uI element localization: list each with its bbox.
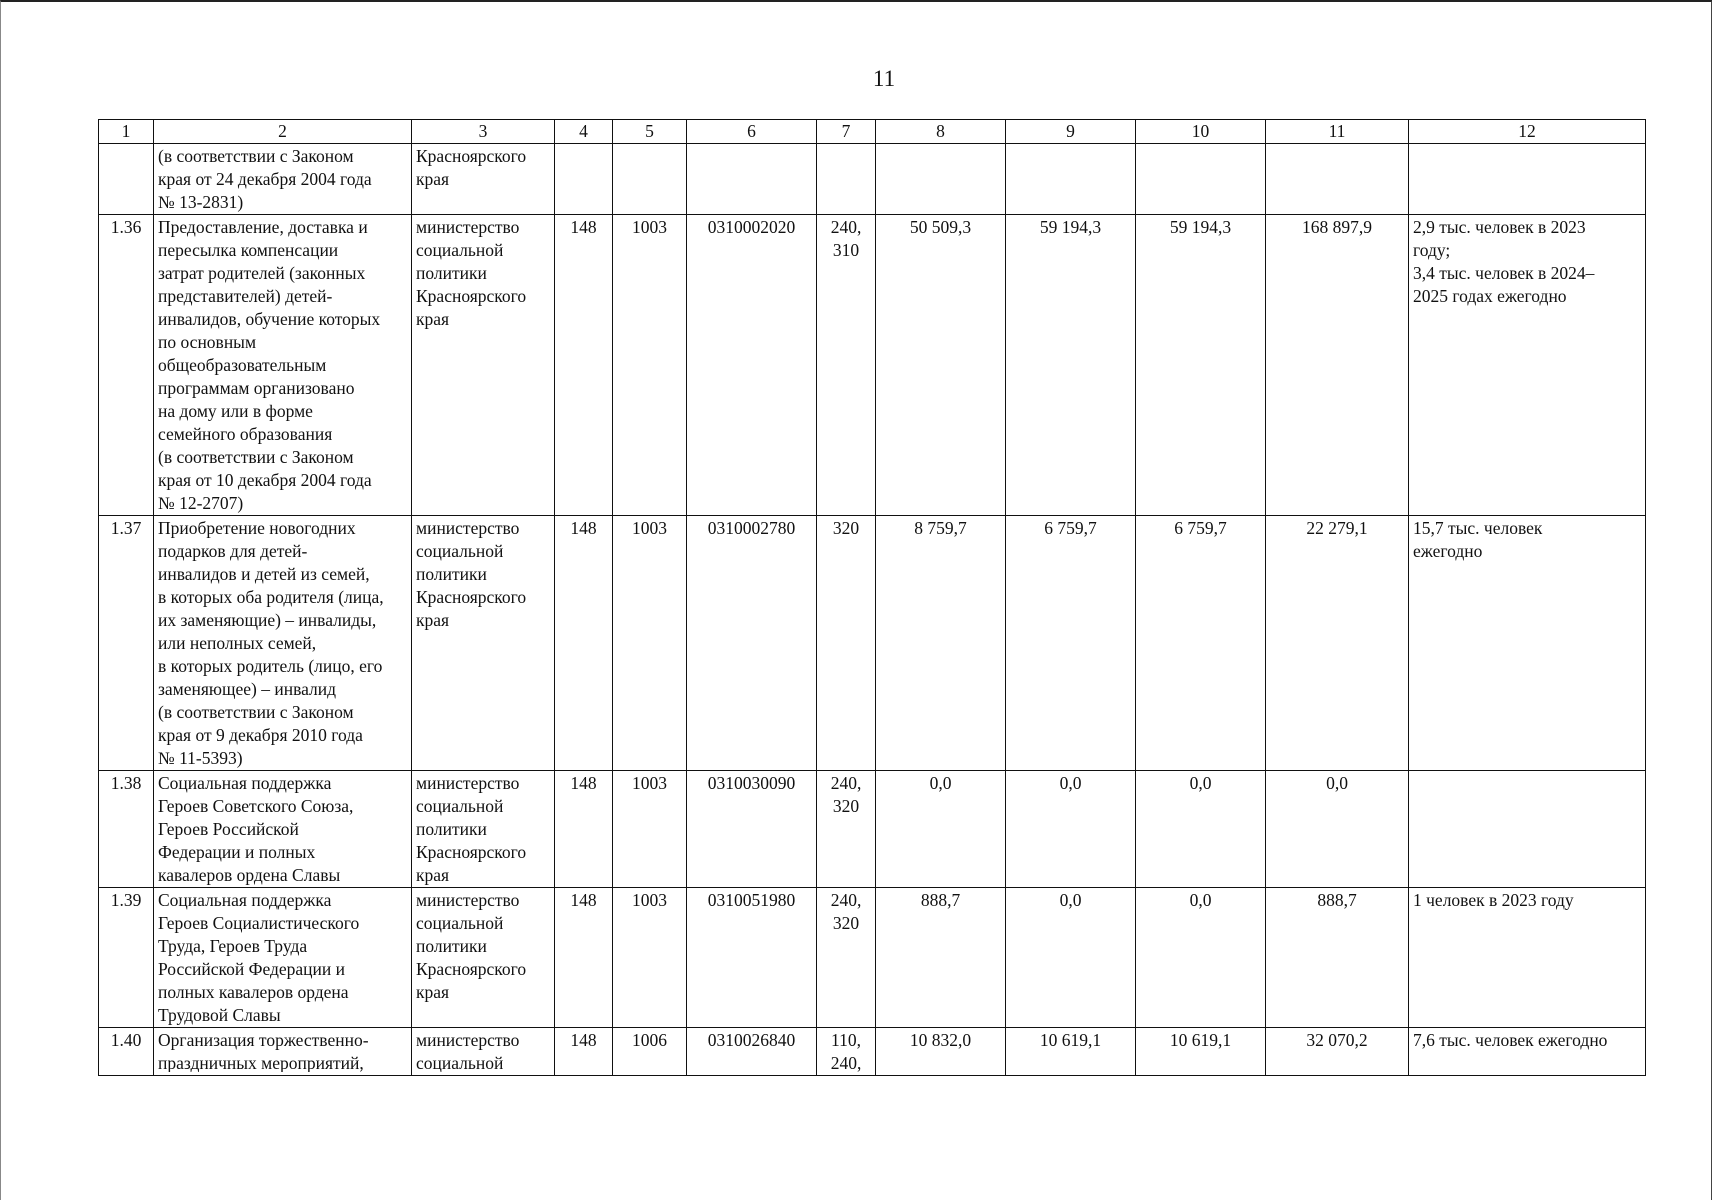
cell-y2024 <box>1006 144 1136 215</box>
cell-rzpr-text: 1006 <box>632 1030 667 1050</box>
cell-total <box>1266 1028 1409 1076</box>
cell-csr: 0310051980 <box>687 888 817 1028</box>
table-row <box>99 1028 1646 1076</box>
cell-rzpr <box>613 1028 687 1076</box>
cell-rzpr: 1003 <box>613 215 687 516</box>
cell-grbs-text: 148 <box>570 1030 597 1050</box>
cell-executor: министерство социальной политики Красноярского края <box>412 516 555 771</box>
column-header: 3 <box>412 120 555 144</box>
column-header: 11 <box>1266 120 1409 144</box>
cell-y2025 <box>1136 1028 1266 1076</box>
cell-executor: министерство социальной политики Красноярского края <box>412 215 555 516</box>
cell-name: Приобретение новогодних подарков для детей- инвалидов и детей из семей, в которых оба родителя (лица, их заменяющие) – инвалиды, или неполных семей, в которых родитель (лицо, его заменяющее) – инвалид (в соответствии с Законом края от 9 декабря 2010 года № 11-5393) <box>154 516 412 771</box>
table-row <box>99 516 1646 771</box>
cell-y2023 <box>876 144 1006 215</box>
column-header: 8 <box>876 120 1006 144</box>
column-header: 1 <box>99 120 154 144</box>
cell-num <box>99 144 154 215</box>
cell-result <box>1409 1028 1646 1076</box>
cell-num <box>99 1028 154 1076</box>
column-header: 9 <box>1006 120 1136 144</box>
column-header: 5 <box>613 120 687 144</box>
continuation-row <box>99 144 1646 215</box>
cell-num: 1.37 <box>99 516 154 771</box>
cell-total: 888,7 <box>1266 888 1409 1028</box>
cell-grbs <box>555 144 613 215</box>
budget-table <box>98 119 1646 1076</box>
cell-y2024: 0,0 <box>1006 771 1136 888</box>
cell-num: 1.38 <box>99 771 154 888</box>
cell-rzpr <box>613 144 687 215</box>
cell-grbs <box>555 1028 613 1076</box>
cell-name: Социальная поддержка Героев Социалистического Труда, Героев Труда Российской Федерации и полных кавалеров ордена Трудовой Славы <box>154 888 412 1028</box>
cell-vr: 320 <box>817 516 876 771</box>
column-number-header-row <box>99 120 1646 144</box>
cell-y2024: 59 194,3 <box>1006 215 1136 516</box>
cell-vr: 240, 320 <box>817 771 876 888</box>
cell-csr: 0310030090 <box>687 771 817 888</box>
cell-result <box>1409 771 1646 888</box>
column-header: 10 <box>1136 120 1266 144</box>
cell-y2025: 6 759,7 <box>1136 516 1266 771</box>
column-header: 12 <box>1409 120 1646 144</box>
cell-result-text: 7,6 тыс. человек ежегодно <box>1413 1030 1608 1050</box>
cell-y2024: 6 759,7 <box>1006 516 1136 771</box>
cell-total: 0,0 <box>1266 771 1409 888</box>
cell-vr: 240, 320 <box>817 888 876 1028</box>
cell-result: 2,9 тыс. человек в 2023 году; 3,4 тыс. человек в 2024– 2025 годах ежегодно <box>1409 215 1646 516</box>
cell-csr: 0310002780 <box>687 516 817 771</box>
cell-name: Предоставление, доставка и пересылка компенсации затрат родителей (законных представителей) детей- инвалидов, обучение которых по основным общеобразовательным программам организовано на дому или в форме семейного образования (в соответствии с Законом края от 10 декабря 2004 года № 12-2707) <box>154 215 412 516</box>
cell-vr: 240, 310 <box>817 215 876 516</box>
cell-name: Социальная поддержка Героев Советского Союза, Героев Российской Федерации и полных кавалеров ордена Славы <box>154 771 412 888</box>
cell-name: (в соответствии с Законом края от 24 декабря 2004 года № 13-2831) <box>154 144 412 215</box>
cell-y2025: 0,0 <box>1136 771 1266 888</box>
cell-csr: 0310002020 <box>687 215 817 516</box>
cell-rzpr: 1003 <box>613 888 687 1028</box>
cell-csr <box>687 144 817 215</box>
cell-grbs: 148 <box>555 215 613 516</box>
cell-y2023 <box>876 1028 1006 1076</box>
column-header: 6 <box>687 120 817 144</box>
cell-y2025: 0,0 <box>1136 888 1266 1028</box>
cell-total <box>1266 144 1409 215</box>
cell-y2023: 888,7 <box>876 888 1006 1028</box>
cell-executor <box>412 1028 555 1076</box>
page-number: 11 <box>872 66 896 91</box>
cell-y2025: 59 194,3 <box>1136 215 1266 516</box>
cell-num: 1.39 <box>99 888 154 1028</box>
cell-vr-text: 110, 240, <box>830 1030 862 1072</box>
cell-y2025-text: 10 619,1 <box>1169 1030 1232 1050</box>
cell-y2023: 50 509,3 <box>876 215 1006 516</box>
cell-y2024-text: 10 619,1 <box>1039 1030 1102 1050</box>
cell-grbs: 148 <box>555 771 613 888</box>
cell-y2023-text: 10 832,0 <box>909 1030 972 1050</box>
cell-total-text: 32 070,2 <box>1306 1030 1368 1050</box>
cell-executor: Красноярского края <box>412 144 555 215</box>
cell-csr <box>687 1028 817 1076</box>
cell-csr-text: 0310026840 <box>707 1030 796 1050</box>
cell-y2023: 0,0 <box>876 771 1006 888</box>
cell-result: 15,7 тыс. человек ежегодно <box>1409 516 1646 771</box>
cell-vr <box>817 1028 876 1076</box>
cell-total: 168 897,9 <box>1266 215 1409 516</box>
cell-vr <box>817 144 876 215</box>
column-header: 2 <box>154 120 412 144</box>
table-row <box>99 771 1646 888</box>
cell-name <box>154 1028 412 1076</box>
cell-total: 22 279,1 <box>1266 516 1409 771</box>
cell-name-text: Организация торжественно- праздничных мероприятий, <box>158 1030 369 1072</box>
column-header: 7 <box>817 120 876 144</box>
cell-y2025 <box>1136 144 1266 215</box>
cell-num-text: 1.40 <box>110 1030 142 1050</box>
cell-rzpr: 1003 <box>613 516 687 771</box>
cell-grbs: 148 <box>555 888 613 1028</box>
column-header: 4 <box>555 120 613 144</box>
cell-y2024 <box>1006 1028 1136 1076</box>
cell-y2023: 8 759,7 <box>876 516 1006 771</box>
cell-y2024: 0,0 <box>1006 888 1136 1028</box>
cell-result: 1 человек в 2023 году <box>1409 888 1646 1028</box>
cell-executor: министерство социальной политики Красноярского края <box>412 888 555 1028</box>
table-row <box>99 215 1646 516</box>
cell-executor: министерство социальной политики Красноярского края <box>412 771 555 888</box>
cell-grbs: 148 <box>555 516 613 771</box>
cell-result <box>1409 144 1646 215</box>
cell-num: 1.36 <box>99 215 154 516</box>
cell-executor-text: министерство социальной <box>416 1030 520 1072</box>
cell-rzpr: 1003 <box>613 771 687 888</box>
table-row <box>99 888 1646 1028</box>
